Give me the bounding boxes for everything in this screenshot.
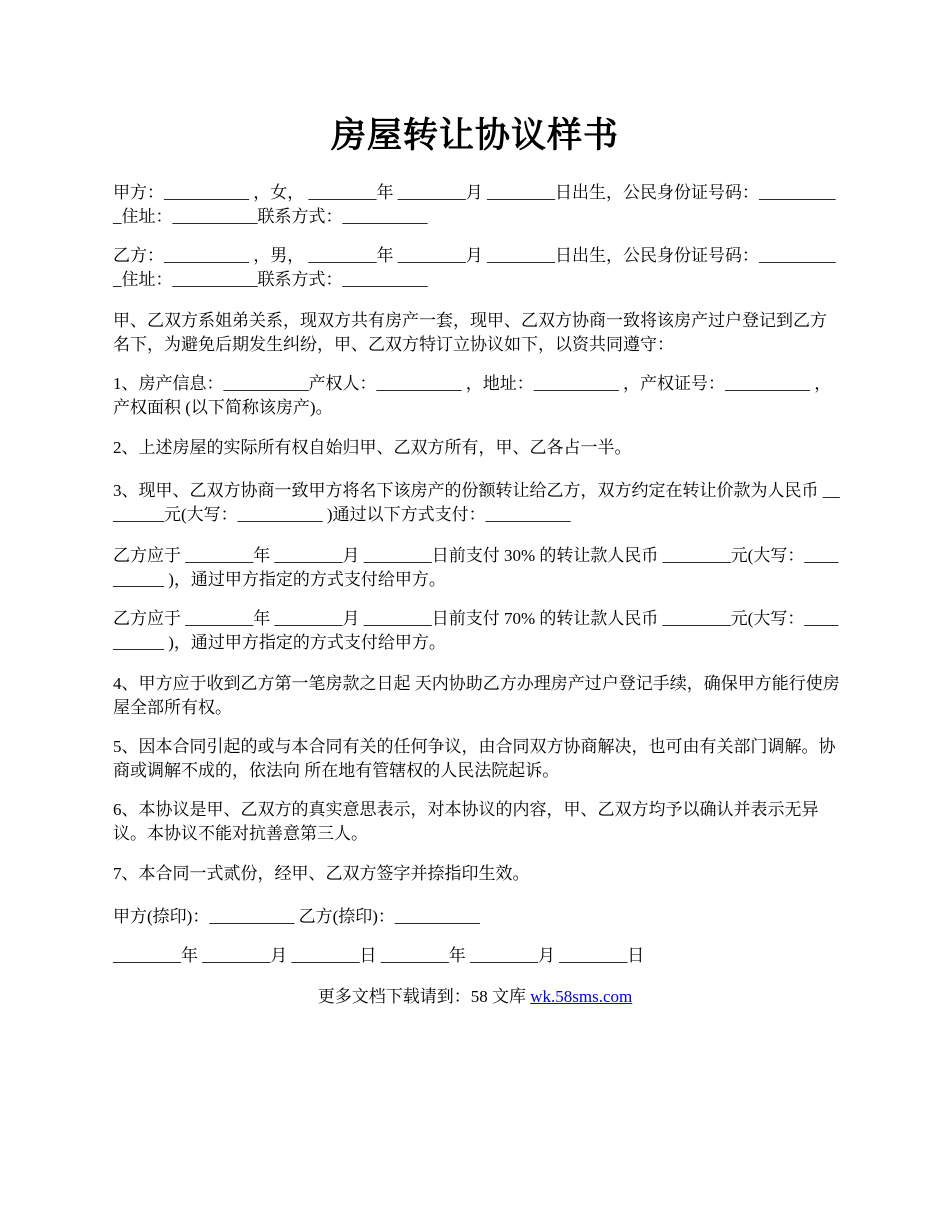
signature-line: 甲方(捺印)：__________ 乙方(捺印)：__________ <box>113 907 480 926</box>
party-b-info: 乙方：__________ ，男， ________年 ________月 ________日出生，公民身份证号码：__________住址：__________联系方式：__________ <box>113 246 836 289</box>
clause-2-paragraph: 2、上述房屋的实际所有权自始归甲、乙双方所有，甲、乙各占一半。 <box>113 438 632 457</box>
preamble-paragraph: 甲、乙双方系姐弟关系，现双方共有房产一套，现甲、乙双方协商一致将该房产过户登记到乙方名下，为避免后期发生纠纷，甲、乙双方特订立协议如下，以资共同遵守： <box>113 311 827 354</box>
date-line: ________年 ________月 ________日 ________年 ________月 ________日 <box>113 946 645 965</box>
payment-30-paragraph: 乙方应于 ________年 ________月 ________日前支付 30% 的转让款人民币 ________元(大写：__________ )，通过甲方指定的方式支付给甲方。 <box>113 546 839 589</box>
clause-7-paragraph: 7、本合同一式贰份，经甲、乙双方签字并捺指印生效。 <box>113 864 530 883</box>
clause-3-paragraph: 3、现甲、乙双方协商一致甲方将名下该房产的份额转让给乙方，双方约定在转让价款为人民币 ________元(大写：__________ )通过以下方式支付：__________ <box>113 481 840 524</box>
party-a-info: 甲方：__________ ，女， ________年 ________月 ________日出生，公民身份证号码：__________住址：__________联系方式：__________ <box>113 183 836 226</box>
clause-6-paragraph: 6、本协议是甲、乙双方的真实意思表示，对本协议的内容，甲、乙双方均予以确认并表示无异议。本协议不能对抗善意第三人。 <box>113 800 819 843</box>
payment-70-paragraph: 乙方应于 ________年 ________月 ________日前支付 70% 的转让款人民币 ________元(大写：__________ )，通过甲方指定的方式支付给甲方。 <box>113 609 839 652</box>
footer <box>0 985 950 1009</box>
clause-5-paragraph: 5、因本合同引起的或与本合同有关的任何争议，由合同双方协商解决，也可由有关部门调解。协商或调解不成的，依法向 所在地有管辖权的人民法院起诉。 <box>113 737 836 780</box>
clause-1-paragraph: 1、房产信息：__________产权人：__________ ，地址：__________ ，产权证号：__________ ，产权面积 (以下简称该房产)。 <box>113 374 832 417</box>
footer-link[interactable]: wk.58sms.com <box>530 987 633 1006</box>
footer-text: 更多文档下载请到：58 文库 <box>317 987 531 1006</box>
clause-4-paragraph: 4、甲方应于收到乙方第一笔房款之日起 天内协助乙方办理房产过户登记手续，确保甲方能行使房屋全部所有权。 <box>113 674 840 717</box>
document-title: 房屋转让协议样书 <box>330 116 619 155</box>
